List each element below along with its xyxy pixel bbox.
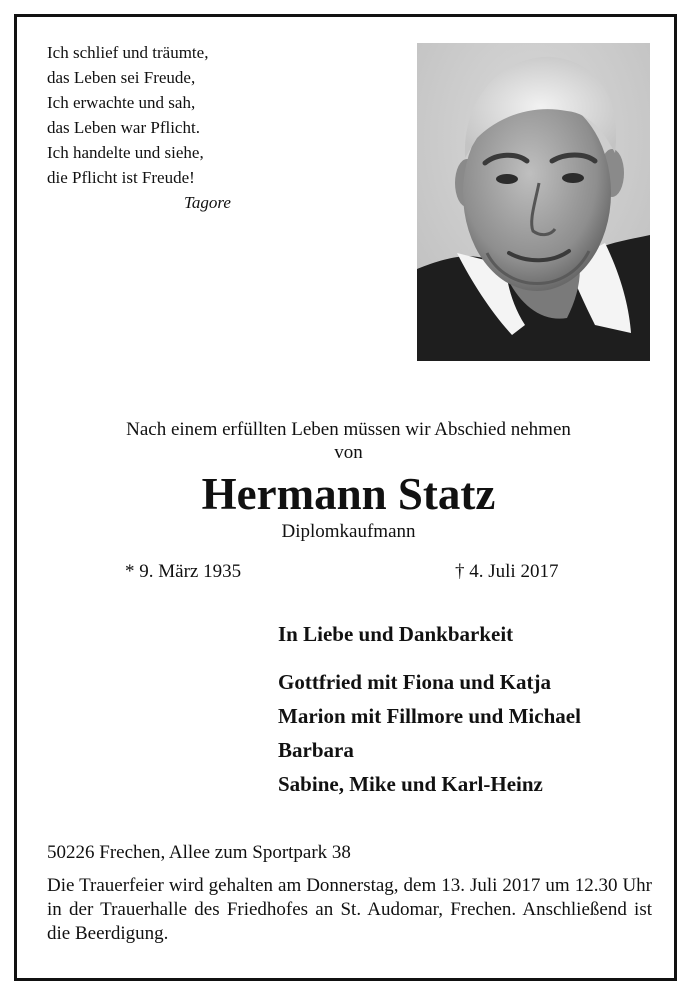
poem-line: Ich schlief und träumte, [47, 43, 209, 62]
address: 50226 Frechen, Allee zum Sportpark 38 [47, 842, 351, 863]
poem-line: das Leben war Pflicht. [47, 118, 200, 137]
family-member: Gottfried mit Fiona und Katja [278, 670, 551, 694]
family-member: Barbara [278, 738, 354, 762]
poem-line: das Leben sei Freude, [47, 68, 196, 87]
funeral-info: Die Trauerfeier wird gehalten am Donnerstag, dem 13. Juli 2017 um 12.30 Uhr in der Trauerhalle des Friedhofes an St. Audomar, Frechen. Anschließend ist die Beerdigung. [47, 875, 652, 944]
poem-line: die Pflicht ist Freude! [47, 168, 195, 187]
deceased-name: Hermann Statz [201, 469, 496, 519]
intro-von: von [334, 442, 363, 463]
intro-text: Nach einem erfüllten Leben müssen wir Abschied nehmen [126, 419, 571, 440]
poem-line: Ich erwachte und sah, [47, 93, 196, 112]
birth-date: * 9. März 1935 [125, 561, 242, 582]
family-block [278, 622, 581, 801]
poem-line: Ich handelte und siehe, [47, 143, 204, 162]
family-member: Sabine, Mike und Karl-Heinz [278, 772, 543, 796]
portrait-photo [417, 43, 650, 361]
death-date: † 4. Juli 2017 [455, 561, 559, 582]
family-heading: In Liebe und Dankbarkeit [278, 622, 514, 646]
poem [47, 40, 231, 215]
deceased-profession: Diplomkaufmann [281, 521, 416, 542]
poem-author: Tagore [184, 193, 231, 212]
family-member: Marion mit Fillmore und Michael [278, 704, 581, 728]
